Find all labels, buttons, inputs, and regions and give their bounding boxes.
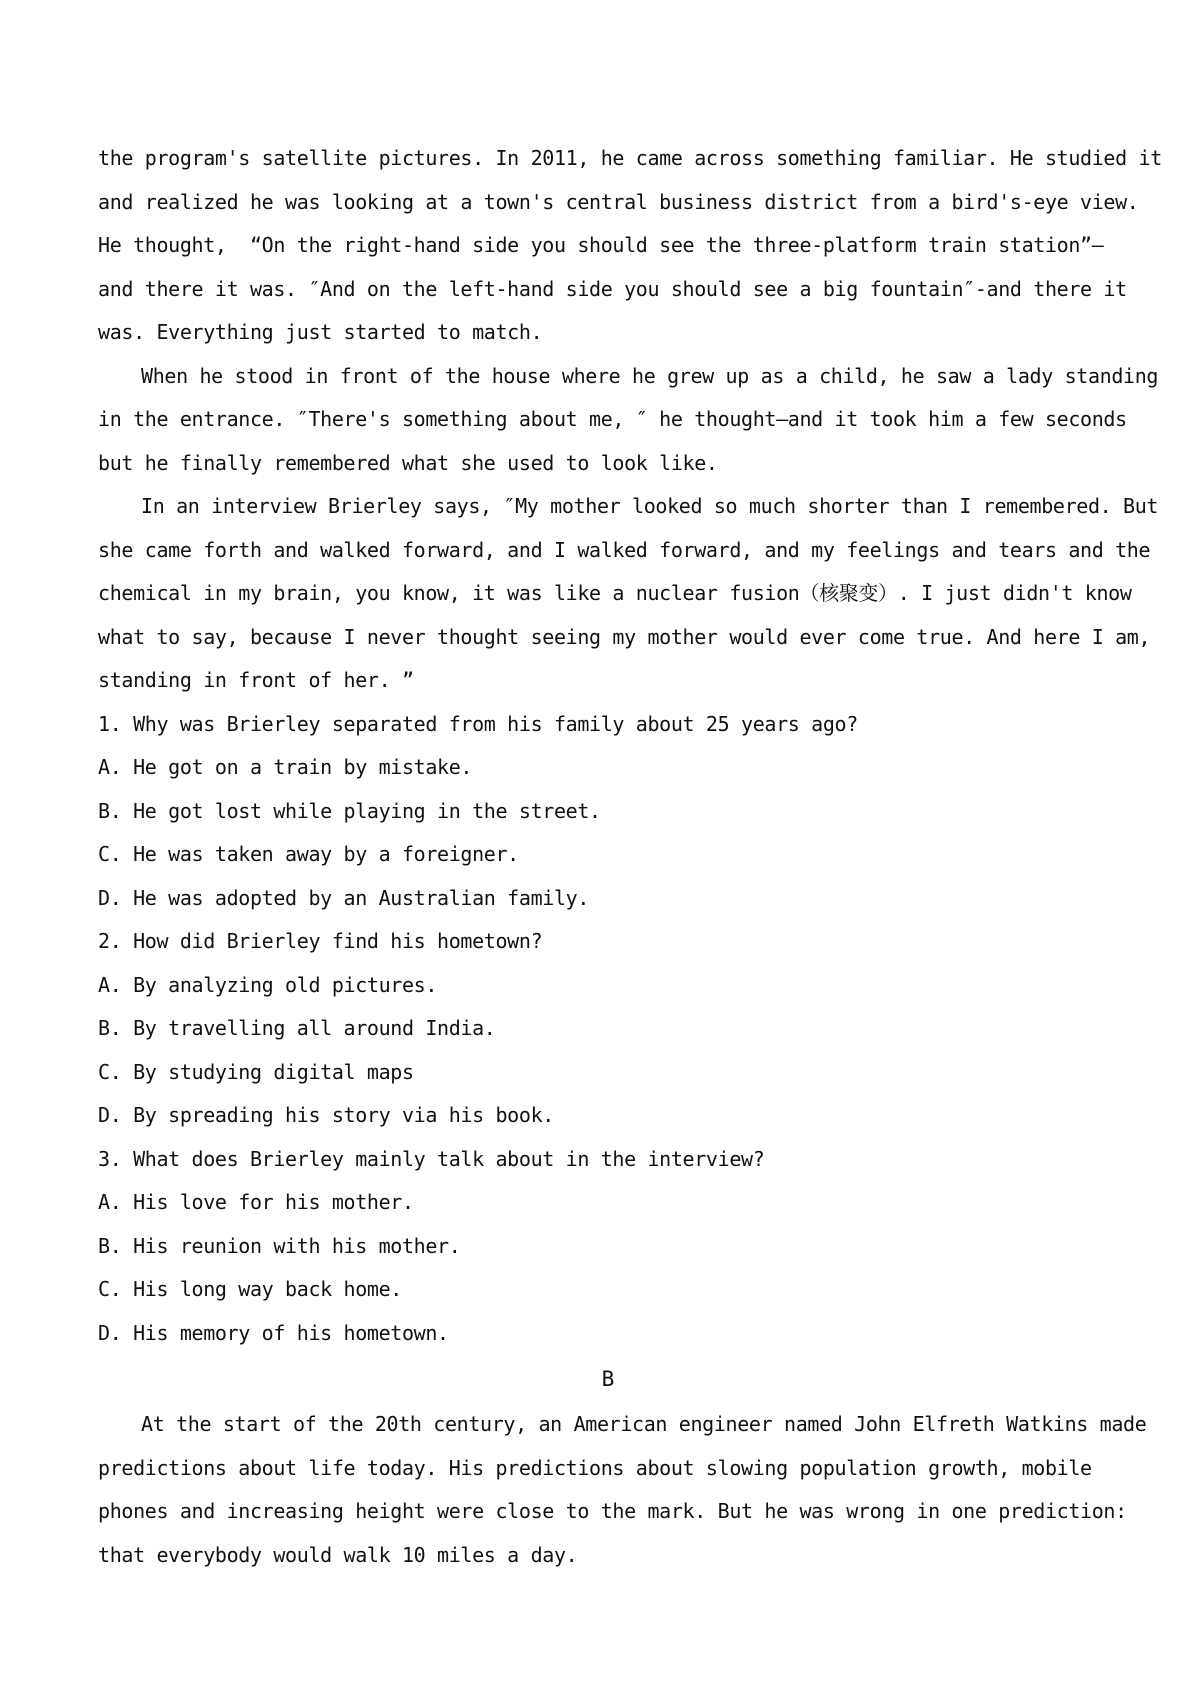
text-line: In an interview Brierley says, ″My mother looked so much shorter than I remembered. But: [141, 494, 1159, 518]
answer-option: C. By studying digital maps: [98, 1059, 414, 1084]
answer-option: B. By travelling all around India.: [98, 1016, 496, 1040]
answer-option: C. His long way back home.: [98, 1277, 402, 1301]
answer-option: A. His love for his mother.: [98, 1190, 414, 1214]
text-line: she came forth and walked forward, and I walked forward, and my feelings and tears and the: [98, 537, 1151, 562]
question-stem: 3. What does Brierley mainly talk about in the interview?: [98, 1146, 765, 1171]
text-line: that everybody would walk 10 miles a day.: [98, 1542, 578, 1567]
answer-option: D. His memory of his hometown.: [98, 1320, 449, 1345]
passage-a-paragraph-1: [98, 137, 1162, 355]
passage-a-paragraph-3: [98, 485, 1159, 703]
document-page: [98, 137, 1162, 1577]
question-2: [98, 920, 1118, 1138]
answer-option: A. By analyzing old pictures.: [98, 972, 438, 997]
text-line: and realized he was looking at a town's central business district from a bird's-eye view.: [98, 189, 1139, 214]
question-3: [98, 1138, 1118, 1356]
answer-option: D. By spreading his story via his book.: [98, 1103, 554, 1127]
section-b-heading: B: [601, 1367, 615, 1391]
text-line: and there it was. ″And on the left-hand side you should see a big fountain″-and there it: [98, 276, 1127, 301]
passage-a-paragraph-2: [98, 355, 1159, 486]
text-line: At the start of the 20th century, an American engineer named John Elfreth Watkins made: [141, 1412, 1147, 1436]
text-line: He thought, “On the right-hand side you should see the three-platform train station”—: [98, 233, 1104, 257]
text-line: what to say, because I never thought seeing my mother would ever come true. And here I am,: [98, 624, 1151, 649]
text-line: but he finally remembered what she used to look like.: [98, 450, 718, 475]
text-line: phones and increasing height were close to the mark. But he was wrong in one prediction:: [98, 1499, 1127, 1523]
answer-option: C. He was taken away by a foreigner.: [98, 842, 519, 866]
text-line: chemical in my brain, you know, it was like a nuclear fusion（核聚变）. I just didn't know: [98, 581, 1132, 605]
answer-option: A. He got on a train by mistake.: [98, 755, 473, 779]
answer-option: D. He was adopted by an Australian family.: [98, 885, 590, 910]
answer-option: B. He got lost while playing in the street.: [98, 798, 601, 823]
answer-option: B. His reunion with his mother.: [98, 1233, 461, 1258]
text-line: was. Everything just started to match.: [98, 320, 543, 344]
text-line: predictions about life today. His predictions about slowing population growth, mobile: [98, 1455, 1092, 1480]
passage-b-paragraph-1: [98, 1403, 1147, 1577]
question-1: [98, 703, 1118, 921]
text-line: standing in front of her. ”: [98, 668, 414, 692]
question-stem: 1. Why was Brierley separated from his family about 25 years ago?: [98, 711, 858, 736]
text-line: the program's satellite pictures. In 2011, he came across something familiar. He studied it: [98, 146, 1162, 170]
text-line: When he stood in front of the house where he grew up as a child, he saw a lady standing: [141, 363, 1159, 388]
text-line: in the entrance. ″There's something about me, ″ he thought—and it took him a few seconds: [98, 407, 1127, 431]
question-stem: 2. How did Brierley find his hometown?: [98, 929, 543, 953]
